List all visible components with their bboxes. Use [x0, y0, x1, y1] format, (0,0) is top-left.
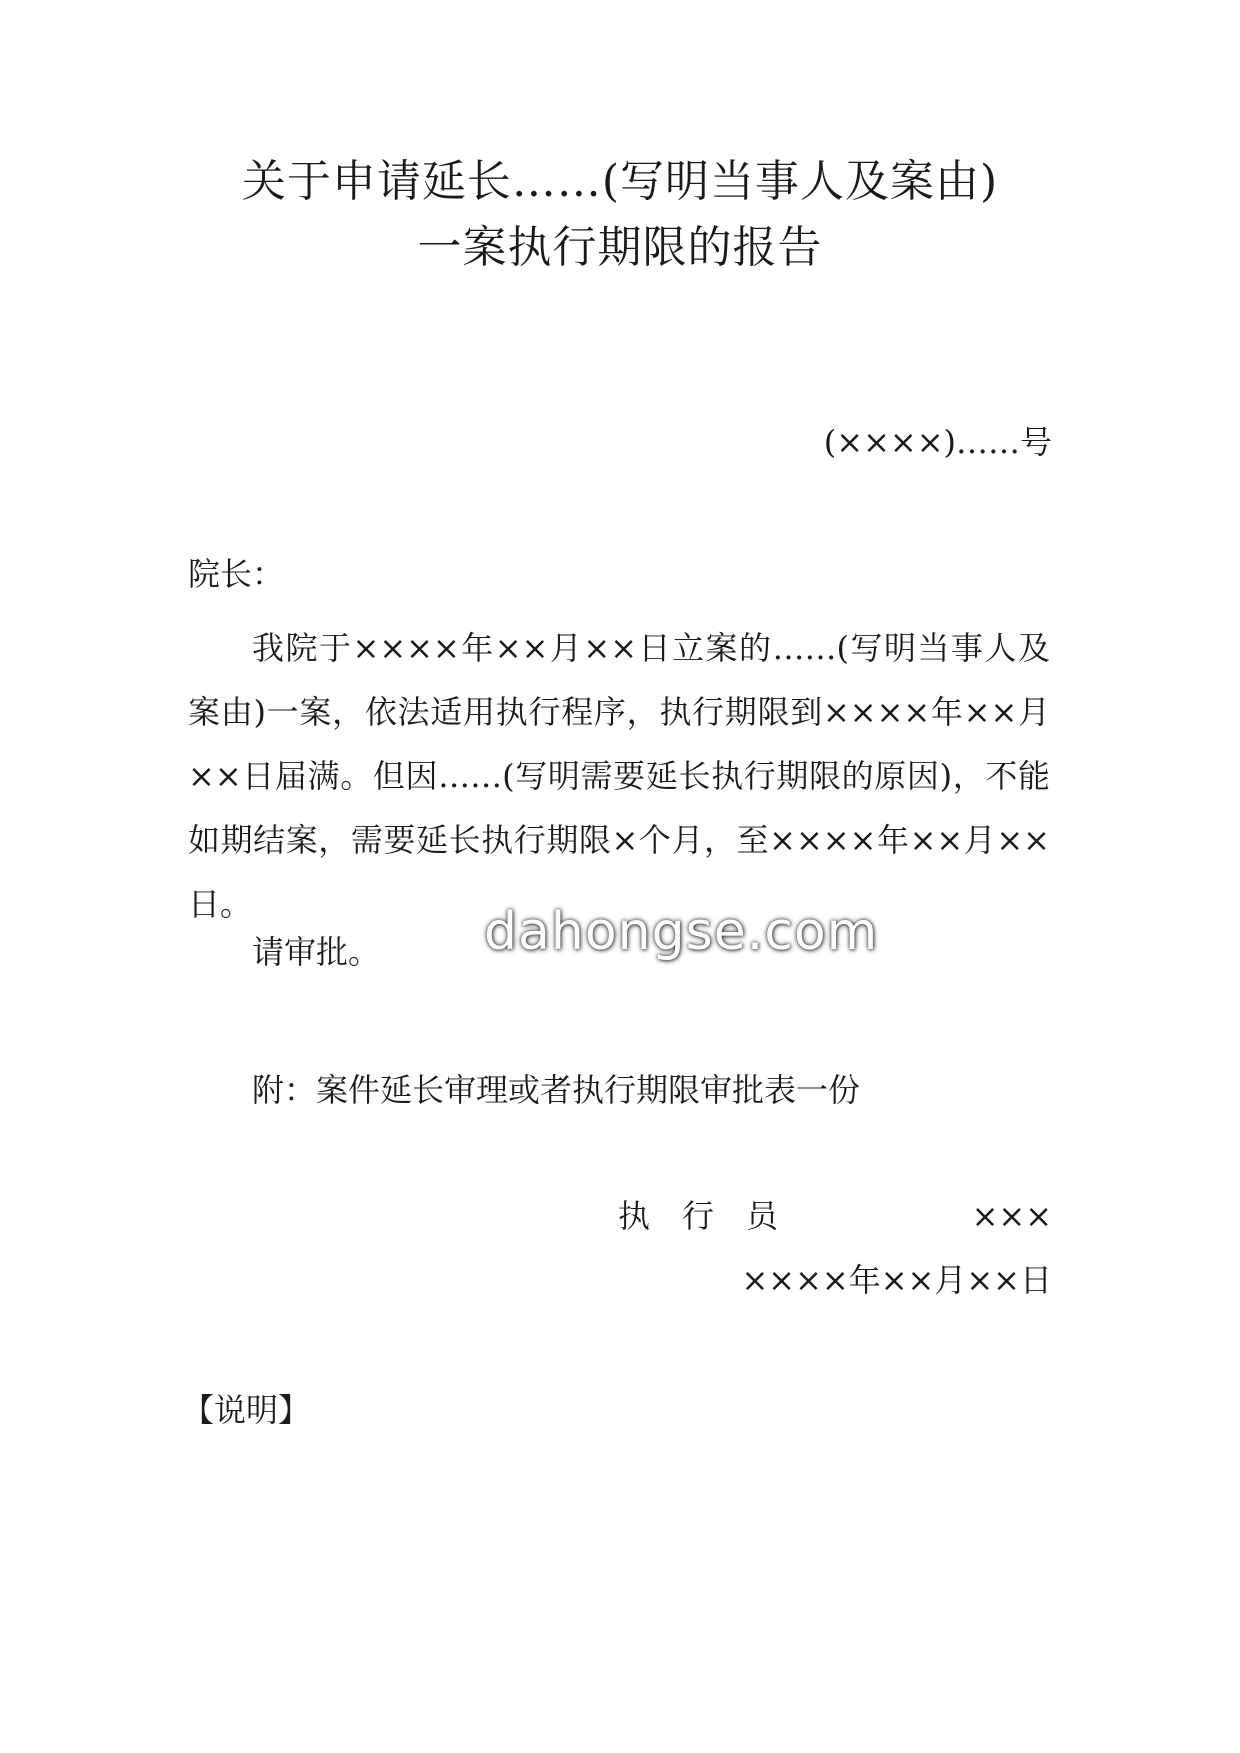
attachment-line: 附：案件延长审理或者执行期限审批表一份	[252, 1071, 861, 1109]
watermark: dahongse.com	[484, 902, 879, 962]
signer-name: ×××	[971, 1197, 1052, 1235]
document-title-line-2: 一案执行期限的报告	[417, 222, 823, 273]
signer-role: 执行员	[618, 1197, 811, 1235]
document-number: (××××)……号	[823, 423, 1052, 461]
body-paragraph: 我院于××××年××月××日立案的……(写明当事人及案由)一案，依法适用执行程序，执行期限到××××年××月××日届满。但因……(写明需要延长执行期限的原因)，不能如期结案，需要延长执行期限×个月，至××××年××月××日。	[188, 629, 1050, 923]
signature-date: ××××年××月××日	[741, 1261, 1052, 1299]
document-title-line-1: 关于申请延长……(写明当事人及案由)	[241, 156, 999, 207]
salutation: 院长：	[188, 555, 285, 593]
approval-request: 请审批。	[252, 933, 381, 971]
notes-heading: 【说明】	[182, 1391, 311, 1429]
